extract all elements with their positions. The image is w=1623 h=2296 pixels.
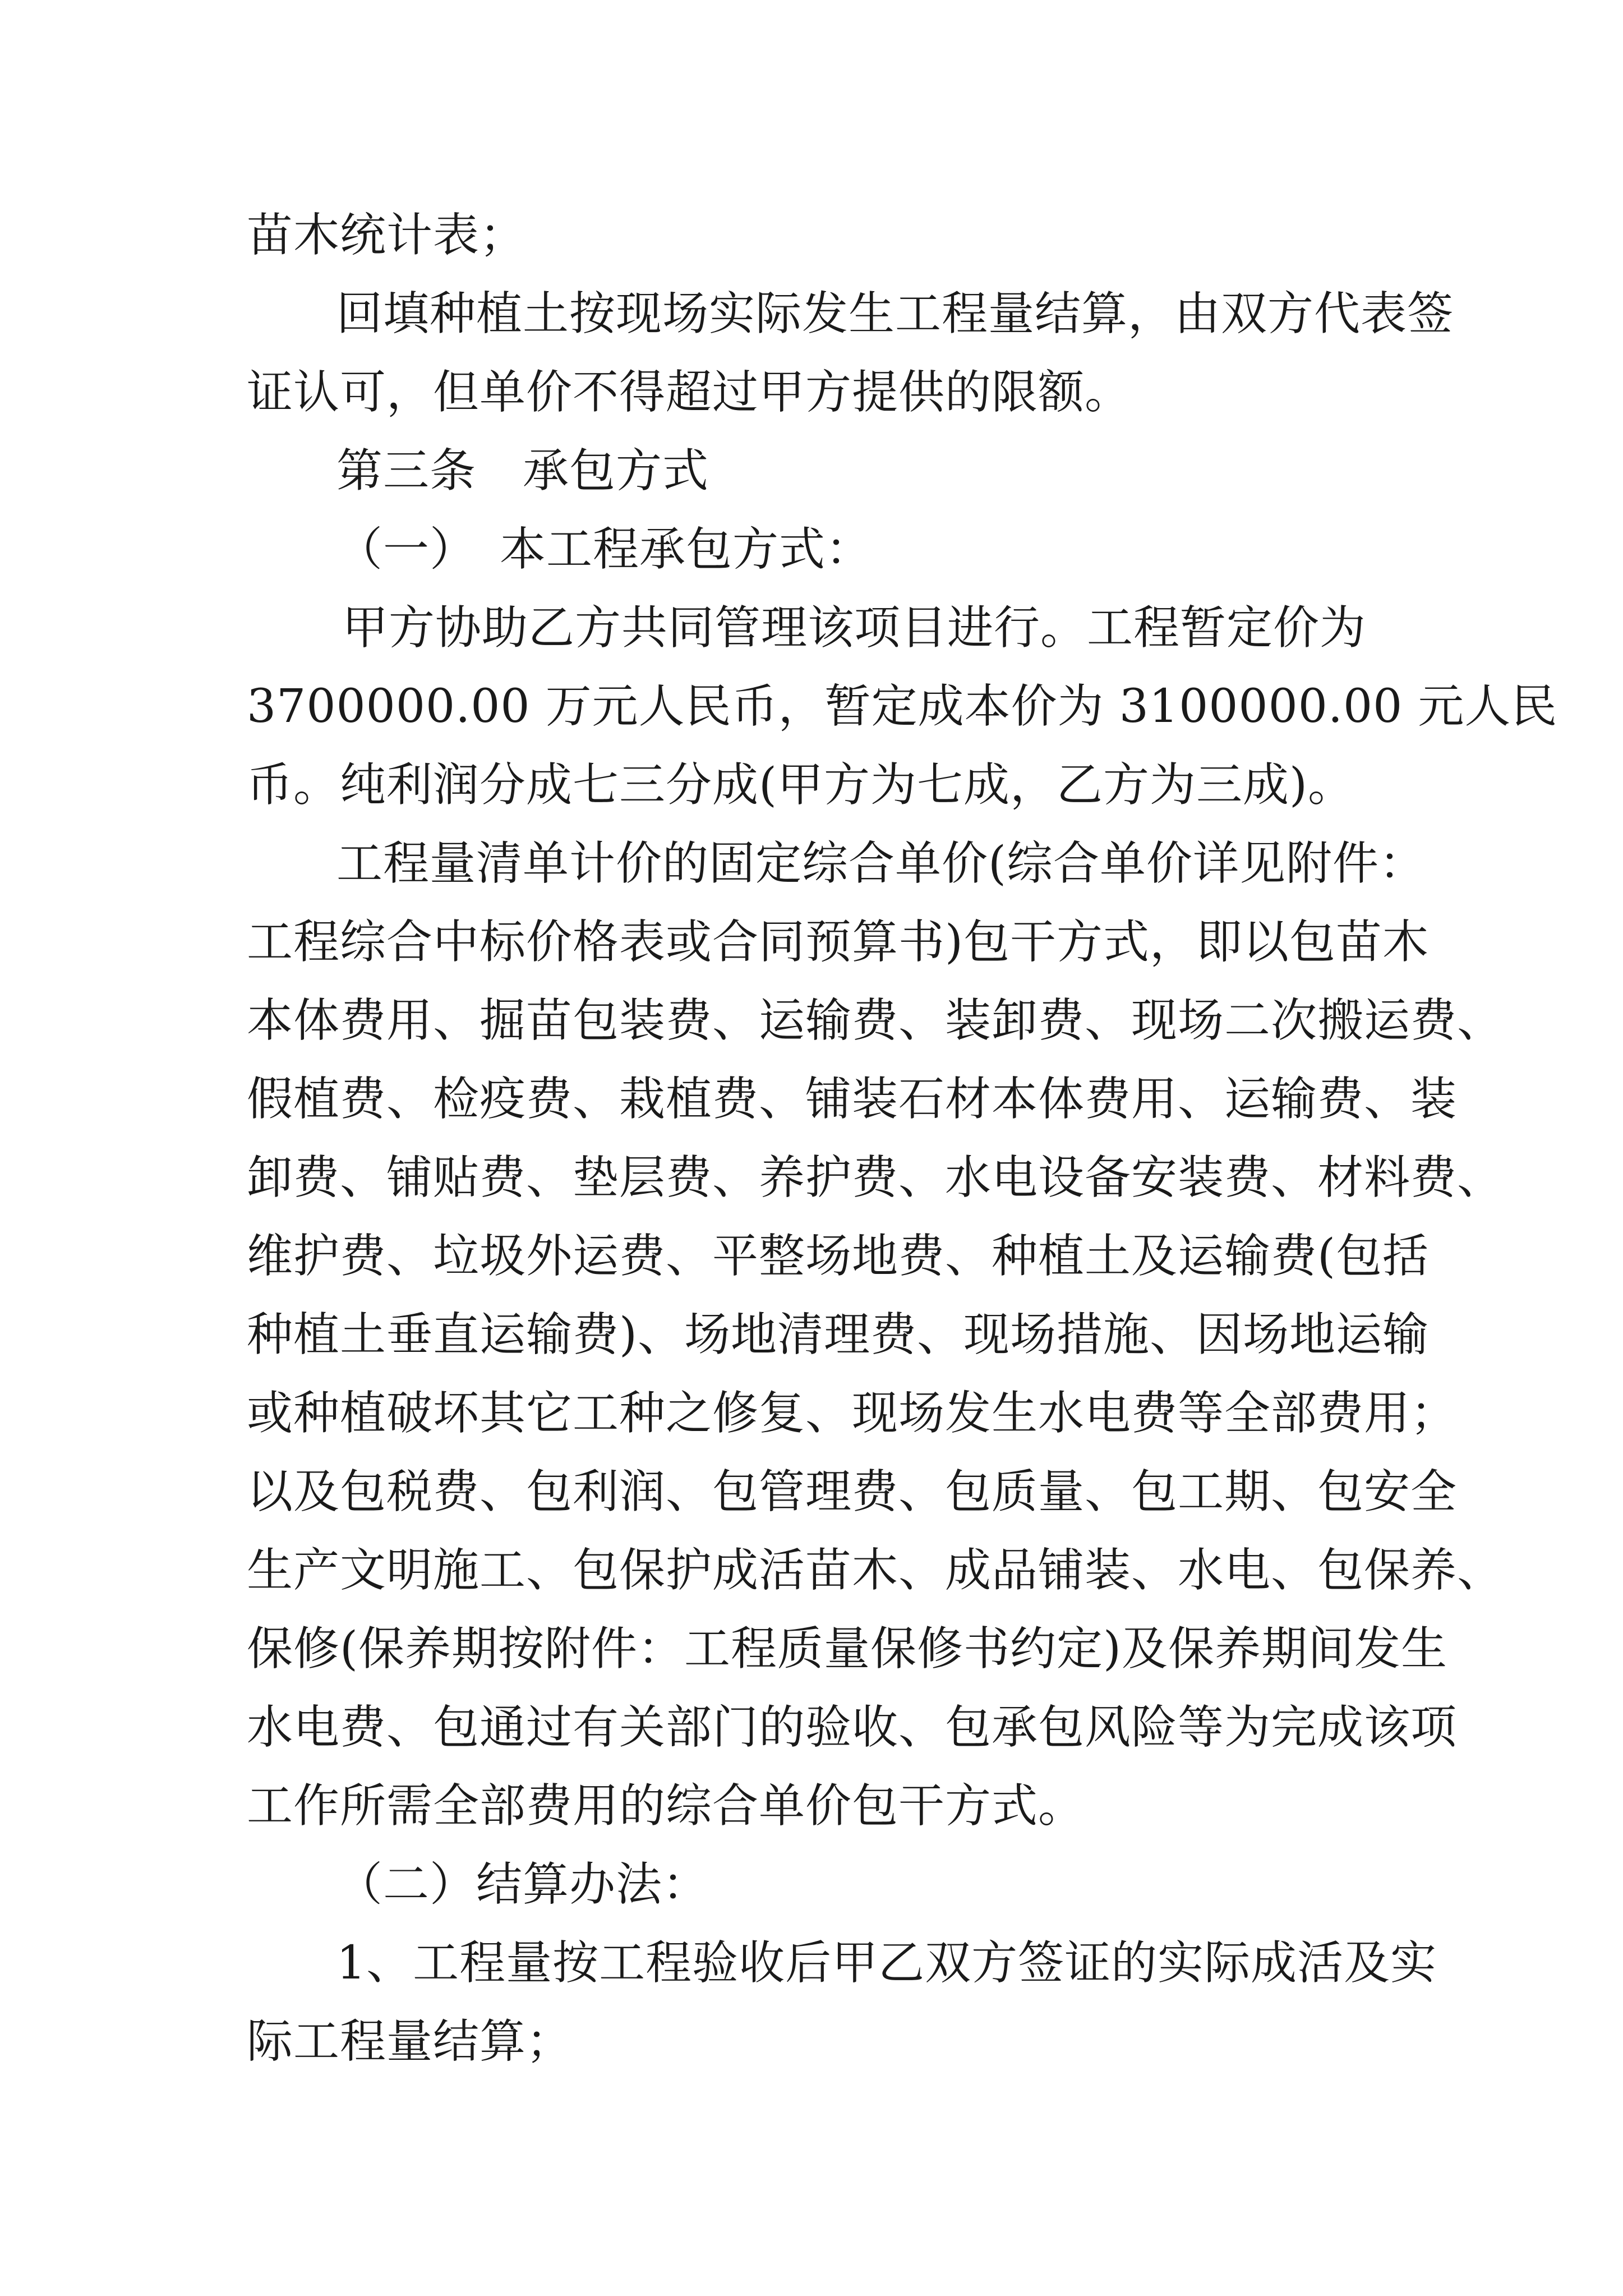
line-20: 水电费、包通过有关部门的验收、包承包风险等为完成该项 bbox=[247, 1701, 1458, 1754]
line-17: 以及包税费、包利润、包管理费、包质量、包工期、包安全 bbox=[247, 1465, 1458, 1519]
line-10: 工程综合中标价格表或合同预算书)包干方式，即以包苗木 bbox=[247, 915, 1429, 969]
line-24: 际工程量结算； bbox=[247, 2015, 573, 2068]
section-heading-2: （二）结算办法： bbox=[336, 1858, 709, 1911]
article-heading: 第三条 承包方式 bbox=[336, 444, 709, 498]
line-7: 3700000.00 万元人民币，暂定成本价为 3100000.00 元人民 bbox=[247, 680, 1558, 733]
line-12: 假植费、检疫费、栽植费、铺装石材本体费用、运输费、装 bbox=[247, 1073, 1458, 1126]
line-2: 回填种植土按现场实际发生工程量结算，由双方代表签 bbox=[336, 287, 1454, 341]
line-21: 工作所需全部费用的综合单价包干方式。 bbox=[247, 1779, 1085, 1833]
line-13: 卸费、铺贴费、垫层费、养护费、水电设备安装费、材料费、 bbox=[247, 1151, 1504, 1204]
line-9: 工程量清单计价的固定综合单价(综合单价详见附件： bbox=[336, 837, 1426, 890]
line-15: 种植土垂直运输费)、场地清理费、现场措施、因场地运输 bbox=[247, 1308, 1429, 1361]
line-16: 或种植破坏其它工种之修复、现场发生水电费等全部费用； bbox=[247, 1387, 1458, 1440]
line-18: 生产文明施工、包保护成活苗木、成品铺装、水电、包保养、 bbox=[247, 1544, 1504, 1597]
line-19: 保修(保养期按附件：工程质量保修书约定)及保养期间发生 bbox=[247, 1622, 1447, 1676]
line-1: 苗木统计表； bbox=[247, 209, 527, 262]
line-23: 1、工程量按工程验收后甲乙双方签证的实际成活及实 bbox=[336, 1936, 1437, 1990]
line-11: 本体费用、掘苗包装费、运输费、装卸费、现场二次搬运费、 bbox=[247, 994, 1504, 1047]
line-14: 维护费、垃圾外运费、平整场地费、种植土及运输费(包括 bbox=[247, 1230, 1429, 1283]
line-8: 币。纯利润分成七三分成(甲方为七成，乙方为三成)。 bbox=[247, 758, 1354, 812]
line-3: 证认可，但单价不得超过甲方提供的限额。 bbox=[247, 366, 1132, 419]
line-6: 甲方协助乙方共同管理该项目进行。工程暂定价为 bbox=[342, 601, 1367, 655]
section-heading-1: （一） 本工程承包方式： bbox=[336, 523, 873, 576]
